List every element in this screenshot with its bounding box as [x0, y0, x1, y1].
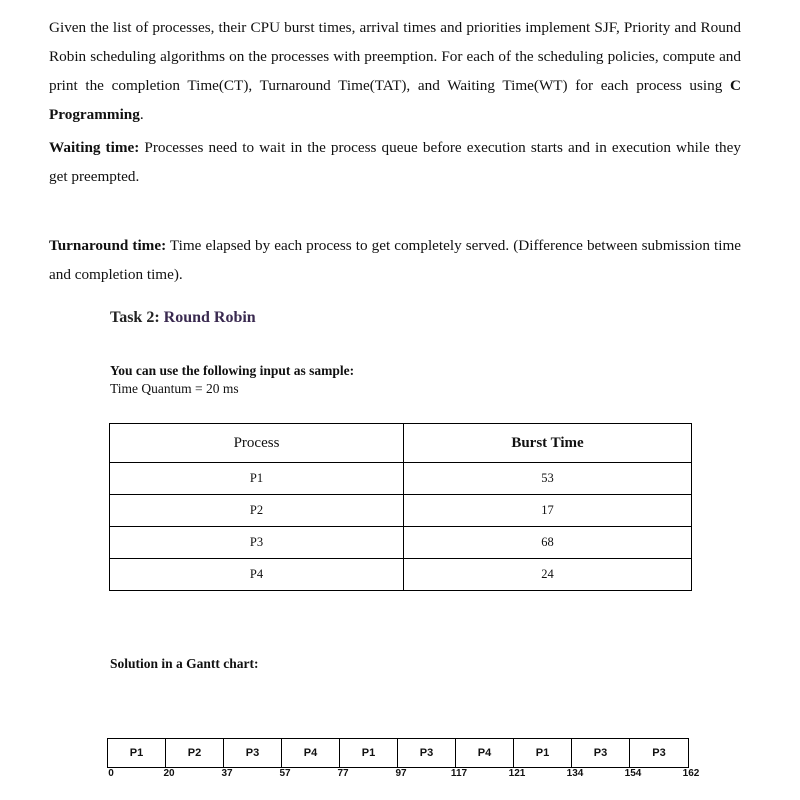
gantt-cell: P1 — [340, 739, 398, 767]
gantt-cell: P3 — [398, 739, 456, 767]
burst-cell: 24 — [404, 559, 692, 591]
table-row — [110, 463, 692, 495]
table-row — [110, 559, 692, 591]
header-process: Process — [110, 424, 404, 463]
header-burst-time: Burst Time — [404, 424, 692, 463]
process-cell: P4 — [110, 559, 404, 591]
gantt-cell: P1 — [108, 739, 166, 767]
gantt-time-tick: 57 — [279, 768, 291, 779]
gantt-time-axis — [0, 768, 800, 788]
gantt-time-tick: 20 — [163, 768, 175, 779]
gantt-cell: P2 — [166, 739, 224, 767]
turnaround-time-label: Turnaround time: — [49, 237, 167, 254]
process-cell: P2 — [110, 495, 404, 527]
gantt-time-tick: 0 — [108, 768, 114, 779]
gantt-cell: P4 — [456, 739, 514, 767]
task-name: Round Robin — [163, 309, 256, 326]
process-table — [109, 423, 692, 591]
burst-cell: 68 — [404, 527, 692, 559]
task-prefix: Task 2: — [110, 309, 164, 326]
waiting-time-label: Waiting time: — [49, 139, 140, 156]
gantt-time-tick: 37 — [221, 768, 233, 779]
gantt-time-tick: 77 — [337, 768, 349, 779]
waiting-time-text: Processes need to wait in the process queue before execution starts and in execution while they get preempted. — [49, 139, 741, 185]
intro-paragraph — [49, 13, 741, 129]
gantt-cell: P1 — [514, 739, 572, 767]
gantt-time-tick: 134 — [566, 768, 584, 779]
table-row — [110, 527, 692, 559]
gantt-cell: P4 — [282, 739, 340, 767]
gantt-time-tick: 97 — [395, 768, 407, 779]
time-quantum: Time Quantum = 20 ms — [110, 381, 239, 396]
turnaround-time-text: Time elapsed by each process to get completely served. (Difference between submission time and completion time). — [49, 237, 741, 283]
burst-cell: 53 — [404, 463, 692, 495]
turnaround-time-paragraph — [49, 231, 741, 289]
gantt-time-tick: 117 — [450, 768, 468, 779]
gantt-time-tick: 162 — [682, 768, 700, 779]
table-header-row — [110, 424, 692, 463]
process-cell: P3 — [110, 527, 404, 559]
gantt-cell: P3 — [652, 747, 666, 759]
gantt-time-tick: 154 — [624, 768, 642, 779]
gantt-cell: P3 — [224, 739, 282, 767]
gantt-time-tick: 121 — [508, 768, 526, 779]
task-heading — [110, 309, 256, 327]
sample-title: You can use the following input as sample: — [110, 363, 355, 378]
burst-cell: 17 — [404, 495, 692, 527]
gantt-cell: P3 — [572, 739, 630, 767]
gantt-chart — [107, 738, 689, 768]
intro-end: . — [139, 106, 144, 123]
waiting-time-paragraph — [49, 133, 741, 191]
table-row — [110, 495, 692, 527]
process-cell: P1 — [110, 463, 404, 495]
intro-emphasis: C Programming — [49, 77, 741, 123]
gantt-title: Solution in a Gantt chart: — [110, 656, 259, 671]
intro-text: Given the list of processes, their CPU burst times, arrival times and priorities implement SJF, Priority and Round Robin scheduling algorithms on the processes with preemption. For each of the scheduling policies, compute and print the completion Time(CT), Turnaround Time(TAT), and Waiting Time(WT) for each process using — [49, 19, 741, 94]
